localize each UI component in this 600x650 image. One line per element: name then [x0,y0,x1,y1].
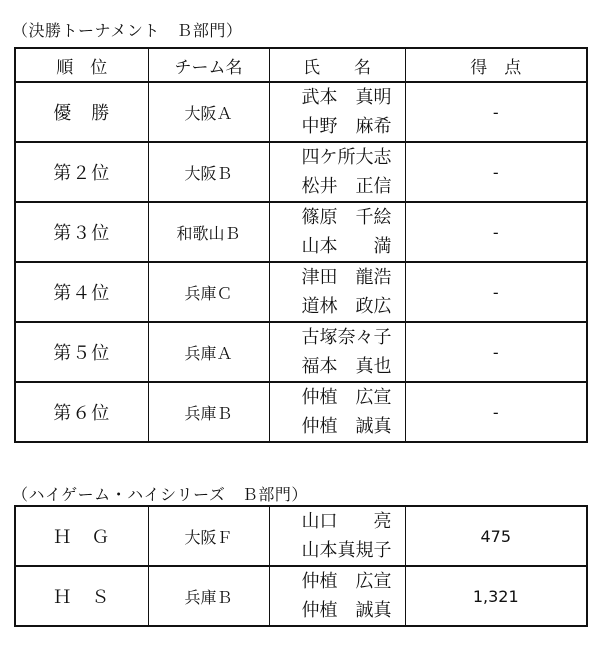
rank-cell: 第３位 [15,202,148,262]
names-cell [269,506,405,566]
table-row [15,322,587,382]
table-row [15,142,587,202]
highgame-section-title: （ハイゲーム・ハイシリーズ Ｂ部門） [12,485,308,504]
rank-cell: 第６位 [15,382,148,442]
tournament-section-title: （決勝トーナメント Ｂ部門） [12,21,243,40]
score-cell: - [405,262,587,322]
team-cell: 兵庫Ｃ [148,262,269,322]
team-cell: 兵庫Ａ [148,322,269,382]
player-name: 中野 麻希 [301,116,392,137]
player-name: 福本 真也 [301,356,392,377]
team-cell: 大阪Ｆ [148,506,269,566]
rank-cell: 第４位 [15,262,148,322]
player-name: 篠原 千絵 [301,207,392,228]
team-cell: 兵庫Ｂ [148,566,269,626]
table-row [15,566,587,626]
names-cell [269,202,405,262]
player-name: 仲植 誠真 [301,416,392,437]
header-team: チーム名 [148,48,269,82]
rank-cell: 第２位 [15,142,148,202]
rank-cell: Ｈ Ｇ [15,506,148,566]
rank-cell: 優 勝 [15,82,148,142]
player-name: 道林 政広 [301,296,392,317]
player-name: 山口 亮 [301,511,392,532]
names-cell [269,566,405,626]
score-cell: 475 [405,506,587,566]
rank-cell: 第５位 [15,322,148,382]
score-cell: - [405,382,587,442]
team-cell: 和歌山Ｂ [148,202,269,262]
player-name: 武本 真明 [301,87,392,108]
table-row [15,262,587,322]
team-cell: 大阪Ａ [148,82,269,142]
score-cell: - [405,202,587,262]
names-cell [269,322,405,382]
highgame-results-table [14,505,588,627]
header-score: 得 点 [405,48,587,82]
team-cell: 兵庫Ｂ [148,382,269,442]
table-header-row [15,48,587,82]
header-names: 氏 名 [269,48,405,82]
player-name: 山本真規子 [301,540,392,561]
player-name: 仲植 広宣 [301,387,392,408]
header-rank: 順 位 [15,48,148,82]
table-row [15,82,587,142]
player-name: 古塚奈々子 [301,327,392,348]
score-cell: - [405,142,587,202]
tournament-results-table [14,47,588,443]
score-cell: - [405,82,587,142]
names-cell [269,82,405,142]
player-name: 仲植 誠真 [301,600,392,621]
score-cell: 1,321 [405,566,587,626]
names-cell [269,262,405,322]
table-row [15,202,587,262]
table-row [15,382,587,442]
player-name: 仲植 広宣 [301,571,392,592]
player-name: 山本 満 [301,236,392,257]
player-name: 津田 龍浩 [301,267,392,288]
names-cell [269,382,405,442]
team-cell: 大阪Ｂ [148,142,269,202]
rank-cell: Ｈ Ｓ [15,566,148,626]
player-name: 松井 正信 [301,176,392,197]
player-name: 四ケ所大志 [301,147,392,168]
score-cell: - [405,322,587,382]
names-cell [269,142,405,202]
table-row [15,506,587,566]
